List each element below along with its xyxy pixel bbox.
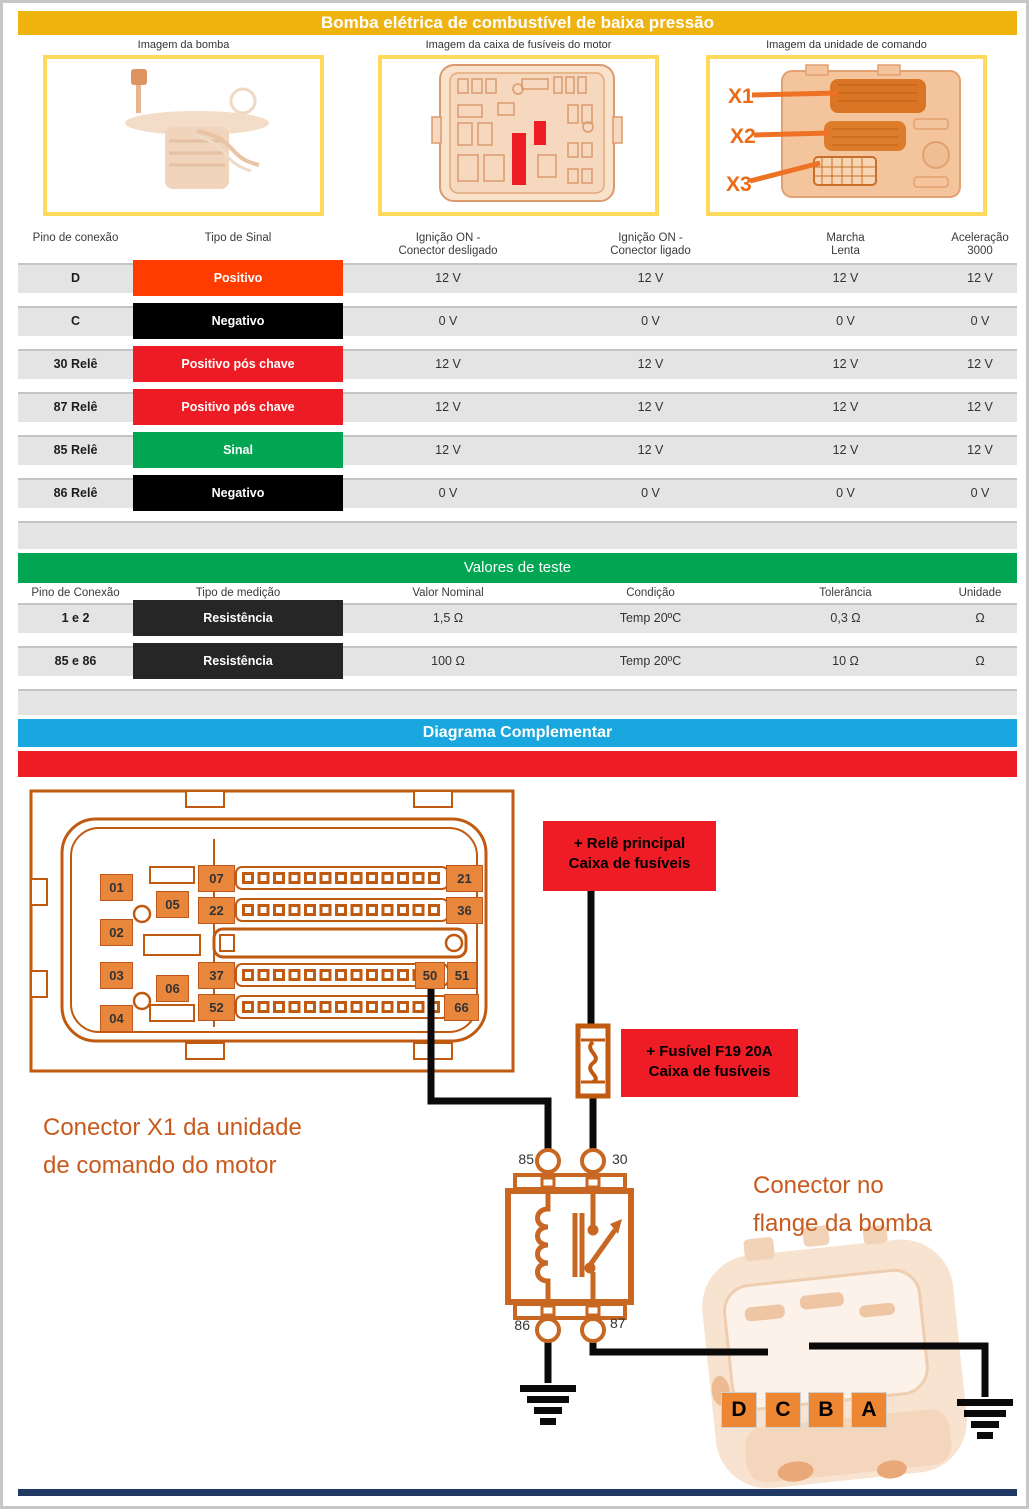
ecu-illustration: [710, 59, 983, 207]
x1-pin-badge-21: 21: [446, 865, 483, 892]
ecu-image-caption: Imagem da unidade de comando: [766, 39, 927, 51]
signal-chip: Sinal: [133, 432, 343, 468]
x1-pin-badge-07: 07: [198, 865, 235, 892]
col-header: Marcha: [826, 232, 865, 244]
test-table: [18, 586, 1017, 676]
divider-band: [18, 689, 1017, 715]
x1-pin-badge-22: 22: [198, 897, 235, 924]
relay-symbol: [508, 1150, 631, 1341]
table-row: C Negativo 0 V 0 V 0 V 0 V: [18, 306, 1017, 336]
flange-connector-label: Conector no flange da bomba: [753, 1172, 932, 1237]
voltage-table: [18, 229, 1017, 508]
pump-image-panel: [43, 39, 324, 216]
table-row: 86 Relê Negativo 0 V 0 V 0 V 0 V: [18, 478, 1017, 508]
x1-pin-badge-66: 66: [444, 994, 479, 1021]
connector-pin-squares: [242, 878, 442, 1007]
signal-chip: Positivo: [133, 260, 343, 296]
x1-pin-badge-01: 01: [100, 874, 133, 901]
relay-pin-85-terminal: [537, 1150, 559, 1172]
test-table-header: [18, 586, 1017, 601]
col-header: Tipo de medição: [195, 587, 281, 599]
relay-pin-30-label: 30: [612, 1151, 628, 1167]
relay-pin-86-terminal: [537, 1319, 559, 1341]
flange-pin-d: D: [721, 1392, 757, 1428]
ecu-connector-x2: [824, 121, 906, 151]
ecu-connector-x1: [830, 79, 926, 113]
flange-pin-a: A: [851, 1392, 887, 1428]
x1-pin-badge-06: 06: [156, 975, 189, 1002]
pump-image-caption: Imagem da bomba: [137, 39, 230, 51]
ground-symbol-left: [520, 1385, 576, 1425]
x1-pin-badge-05: 05: [156, 891, 189, 918]
relay-pin-30-terminal: [582, 1150, 604, 1172]
table-row: 1 e 2 Resistência 1,5 Ω Temp 20ºC 0,3 Ω Ω: [18, 603, 1017, 633]
ecu-label-x2: X2: [730, 125, 756, 148]
col-header: Ignição ON -: [415, 232, 481, 244]
x1-pin-badge-03: 03: [100, 962, 133, 989]
table-row: 85 Relê Sinal 12 V 12 V 12 V 12 V: [18, 435, 1017, 465]
test-section-title: Valores de teste: [18, 553, 1017, 583]
x1-pin-badge-04: 04: [100, 1005, 133, 1032]
fusebox-illustration: [382, 59, 655, 207]
flange-pin-b: B: [808, 1392, 844, 1428]
x1-pin-badge-02: 02: [100, 919, 133, 946]
table-row: D Positivo 12 V 12 V 12 V 12 V: [18, 263, 1017, 293]
highlighted-fuse-main: [512, 133, 526, 185]
x1-pin-badge-50: 50: [415, 962, 445, 989]
col-header: Condição: [626, 587, 675, 599]
col-header: Valor Nominal: [412, 587, 484, 599]
page-title: Bomba elétrica de combustível de baixa pressão: [18, 11, 1017, 35]
bottom-border-bar: [18, 1489, 1017, 1496]
fusebox-image-panel: [378, 39, 659, 216]
relay-pin-86-label: 86: [514, 1317, 530, 1333]
pump-image: [43, 55, 324, 216]
signal-chip: Positivo pós chave: [133, 346, 343, 382]
measurement-chip: Resistência: [133, 643, 343, 679]
col-header: Aceleração: [951, 232, 1009, 244]
images-row: [18, 35, 1017, 225]
voltage-table-header: Pino de conexão Tipo de Sinal Ignição ON - Conector desligado Ignição ON - Conector ligado Marcha Lenta Aceleração 3000: [18, 229, 1017, 263]
table-row: 30 Relê Positivo pós chave 12 V 12 V 12 V 12 V: [18, 349, 1017, 379]
signal-chip: Positivo pós chave: [133, 389, 343, 425]
red-divider-bar: [18, 751, 1017, 777]
x1-connector-label: Conector X1 da unidade de comando do motor: [43, 1114, 302, 1179]
col-header: Unidade: [958, 587, 1002, 599]
fusebox-image-caption: Imagem da caixa de fusíveis do motor: [425, 39, 612, 51]
col-header: Tipo de Sinal: [204, 232, 272, 244]
fuse-symbol: [578, 1026, 608, 1096]
table-row: 87 Relê Positivo pós chave 12 V 12 V 12 V 12 V: [18, 392, 1017, 422]
ecu-connector-x3: [814, 157, 876, 185]
relay-pin-85-label: 85: [518, 1151, 534, 1167]
relay-pin-87-label: 87: [610, 1315, 626, 1331]
col-header: Pino de Conexão: [31, 587, 120, 599]
col-header: Tolerância: [819, 587, 872, 599]
relay-pin-87-terminal: [582, 1319, 604, 1341]
ecu-label-x3: X3: [726, 173, 752, 196]
flange-pin-c: C: [765, 1392, 801, 1428]
pump-illustration: [47, 59, 320, 207]
x1-pin-badge-36: 36: [446, 897, 483, 924]
measurement-chip: Resistência: [133, 600, 343, 636]
ecu-image: [706, 55, 987, 216]
relay-source-callout: + Relê principal Caixa de fusíveis: [543, 821, 716, 891]
divider-band: [18, 521, 1017, 549]
relay-coil: [538, 1191, 549, 1302]
complementary-diagram: [18, 779, 1017, 1501]
x1-pin-badge-37: 37: [198, 962, 235, 989]
x1-pin-badge-52: 52: [198, 994, 235, 1021]
diagram-section-title: Diagrama Complementar: [18, 719, 1017, 747]
x1-pin-badge-51: 51: [447, 962, 477, 989]
fuse-callout: + Fusível F19 20A Caixa de fusíveis: [621, 1029, 798, 1097]
signal-chip: Negativo: [133, 303, 343, 339]
ecu-label-x1: X1: [728, 85, 754, 108]
table-row: 85 e 86 Resistência 100 Ω Temp 20ºC 10 Ω Ω: [18, 646, 1017, 676]
fusebox-image: [378, 55, 659, 216]
ecu-image-panel: [706, 39, 987, 216]
col-header: Ignição ON -: [618, 232, 683, 244]
highlighted-fuse-small: [534, 121, 546, 145]
col-header: Pino de conexão: [32, 232, 119, 244]
signal-chip: Negativo: [133, 475, 343, 511]
